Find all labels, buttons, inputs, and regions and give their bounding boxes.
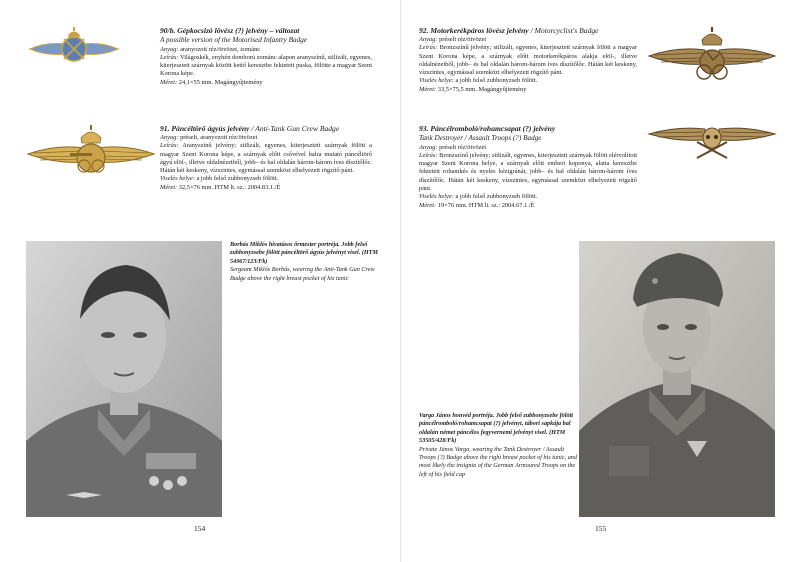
- right-page: [400, 0, 800, 562]
- entry-90b: [160, 26, 372, 87]
- entry-title: 93. Páncélromboló/rohamcsapat (?) jelvény: [419, 124, 556, 133]
- material-row: Anyag: préselt réz/ötvözet: [419, 36, 487, 43]
- entry-title: 90/b. Gépkocsizó lövész (?) jelvény – változat: [160, 26, 300, 35]
- size-row: Méret: 32,5×76 mm. HTM lt. sz.: 2004.83.1./É: [160, 183, 281, 191]
- description-row: Leírás: Aranyszínű jelvény; stilizált, egyenes, kiterjesztett szárnyak fölött a magyar Szent Korona képe, a szárnyak előtt csővével balra mutató páncéltörő ágyú elöl-, illetve oldalnézetből, jobb– és bal oldalán három-három íves díszítőlőc. Hátán két keskeny, vízszintes, egymással szemközt elhelyezett rögzítő pánt.: [160, 142, 372, 175]
- entry-subtitle: A possible version of the Motorised Infantry Badge: [160, 36, 307, 44]
- size-row: Méret: 19×76 mm. HTM lt. sz.: 2004.67.1./É: [419, 201, 535, 209]
- wear-location-row: Viselés helye: a jobb felső zubbonyzseb fölött.: [419, 193, 538, 201]
- material-row: Anyag: préselt, aranyozott réz/ötvözet: [160, 134, 258, 141]
- motorcyclist-badge-image: [647, 26, 777, 84]
- size-row: Méret: 33,5×75,5 mm. Magángyűjtemény: [419, 85, 527, 93]
- material-row: Anyag: aranyozott réz/ötvözet, zománc: [160, 45, 261, 53]
- entry-title: 91. Páncéltörő ágyús jelvény / Anti-Tank Gun Crew Badge: [160, 124, 340, 133]
- portrait-photo-varga: [579, 241, 775, 517]
- caption-english: Sergeant Miklós Borbás, wearing the Anti-Tank Gun Crew Badge above the right breast pocket of his tunic: [230, 266, 375, 282]
- tank-destroyer-badge-image: [647, 122, 777, 162]
- portrait-photo-borbas: [26, 241, 222, 517]
- wear-location-row: Viselés helye: a jobb felső zubbonyzseb fölött.: [160, 175, 279, 183]
- caption-english: Private János Varga, wearing the Tank Destroyer / Assault Troops (?) Badge above the right breast pocket of his tunic, and most likely the insignia of the German Armoured Troops on the left of his field cap: [419, 445, 577, 478]
- page-number-right: 155: [595, 524, 607, 533]
- wear-location-row: Viselés helye: a jobb felső zubbonyzseb fölött.: [419, 77, 538, 85]
- material-row: Anyag: préselt réz/ötvözet: [419, 143, 487, 151]
- entry-92: [419, 26, 637, 94]
- caption-hungarian: Varga János honvéd portréja. Jobb felső zubbonyzsebe fölött páncélromboló/rohamcsapat (?) jelvényt, tábori sapkája bal oldalán német páncélos fegyvernemi jelvényt visel. (HTM 53505/428/Fk): [419, 412, 574, 445]
- size-row: Méret: 24,1×55 mm. Magángyűjtemény: [160, 78, 263, 86]
- photo-caption-right: [419, 412, 579, 479]
- description-row: Leírás: Bronzszínű jelvény; stilizált, egyenes, kiterjesztett szárnyak fölött a magyar Szent Korona képe, a szárnyak előtt motorkerékpáros alakja elöl-, illetve oldalnézetből, jobb– és bal oldalán három-három íves díszítőlőc. Hátán két keskeny, vízszintes, egymással szemközt elhelyezett rögzítő pánt.: [419, 44, 637, 77]
- photo-caption-left: [230, 241, 382, 283]
- entry-91: [160, 124, 372, 192]
- page-number-left: 154: [194, 524, 206, 533]
- anti-tank-gun-badge-image: [26, 124, 156, 182]
- entry-93: [419, 124, 637, 210]
- description-row: Leírás: Világoskék, enyhén domború zománc alapon aranyszínű, stilizált, egyenes, kiterjesztett szárnyak között kettő keresztbe fektetett puska, fölötte a magyar Szent Korona képe.: [160, 53, 372, 78]
- motorised-infantry-badge-image: [26, 26, 122, 70]
- entry-subtitle: Tank Destroyer / Assault Troops (?) Badge: [419, 134, 542, 142]
- entry-title: 92. Motorkerékpáros lövész jelvény / Motorcyclist's Badge: [419, 26, 599, 35]
- caption-hungarian: Borbás Miklós hivatásos őrmester portréja. Jobb felső zubbonyzsebe fölött páncéltörő ágyús jelvényt visel. (HTM 54967/123/Fk): [230, 241, 378, 265]
- description-row: Leírás: Bronzszínű jelvény; stilizált, egyenes, kiterjesztett szárnyak fölött elérvolított magyar Szent Korona helye, a szárnyak előtt emberi koponya, alatta keresztbe fektetett rohamkés és nyeles kézigránát, jobb– és bal oldalán három-három íves díszítőlőc. Hátán két keskeny, vízszintes, egymással szemközt elhelyezett rögzítő pánt.: [419, 151, 637, 192]
